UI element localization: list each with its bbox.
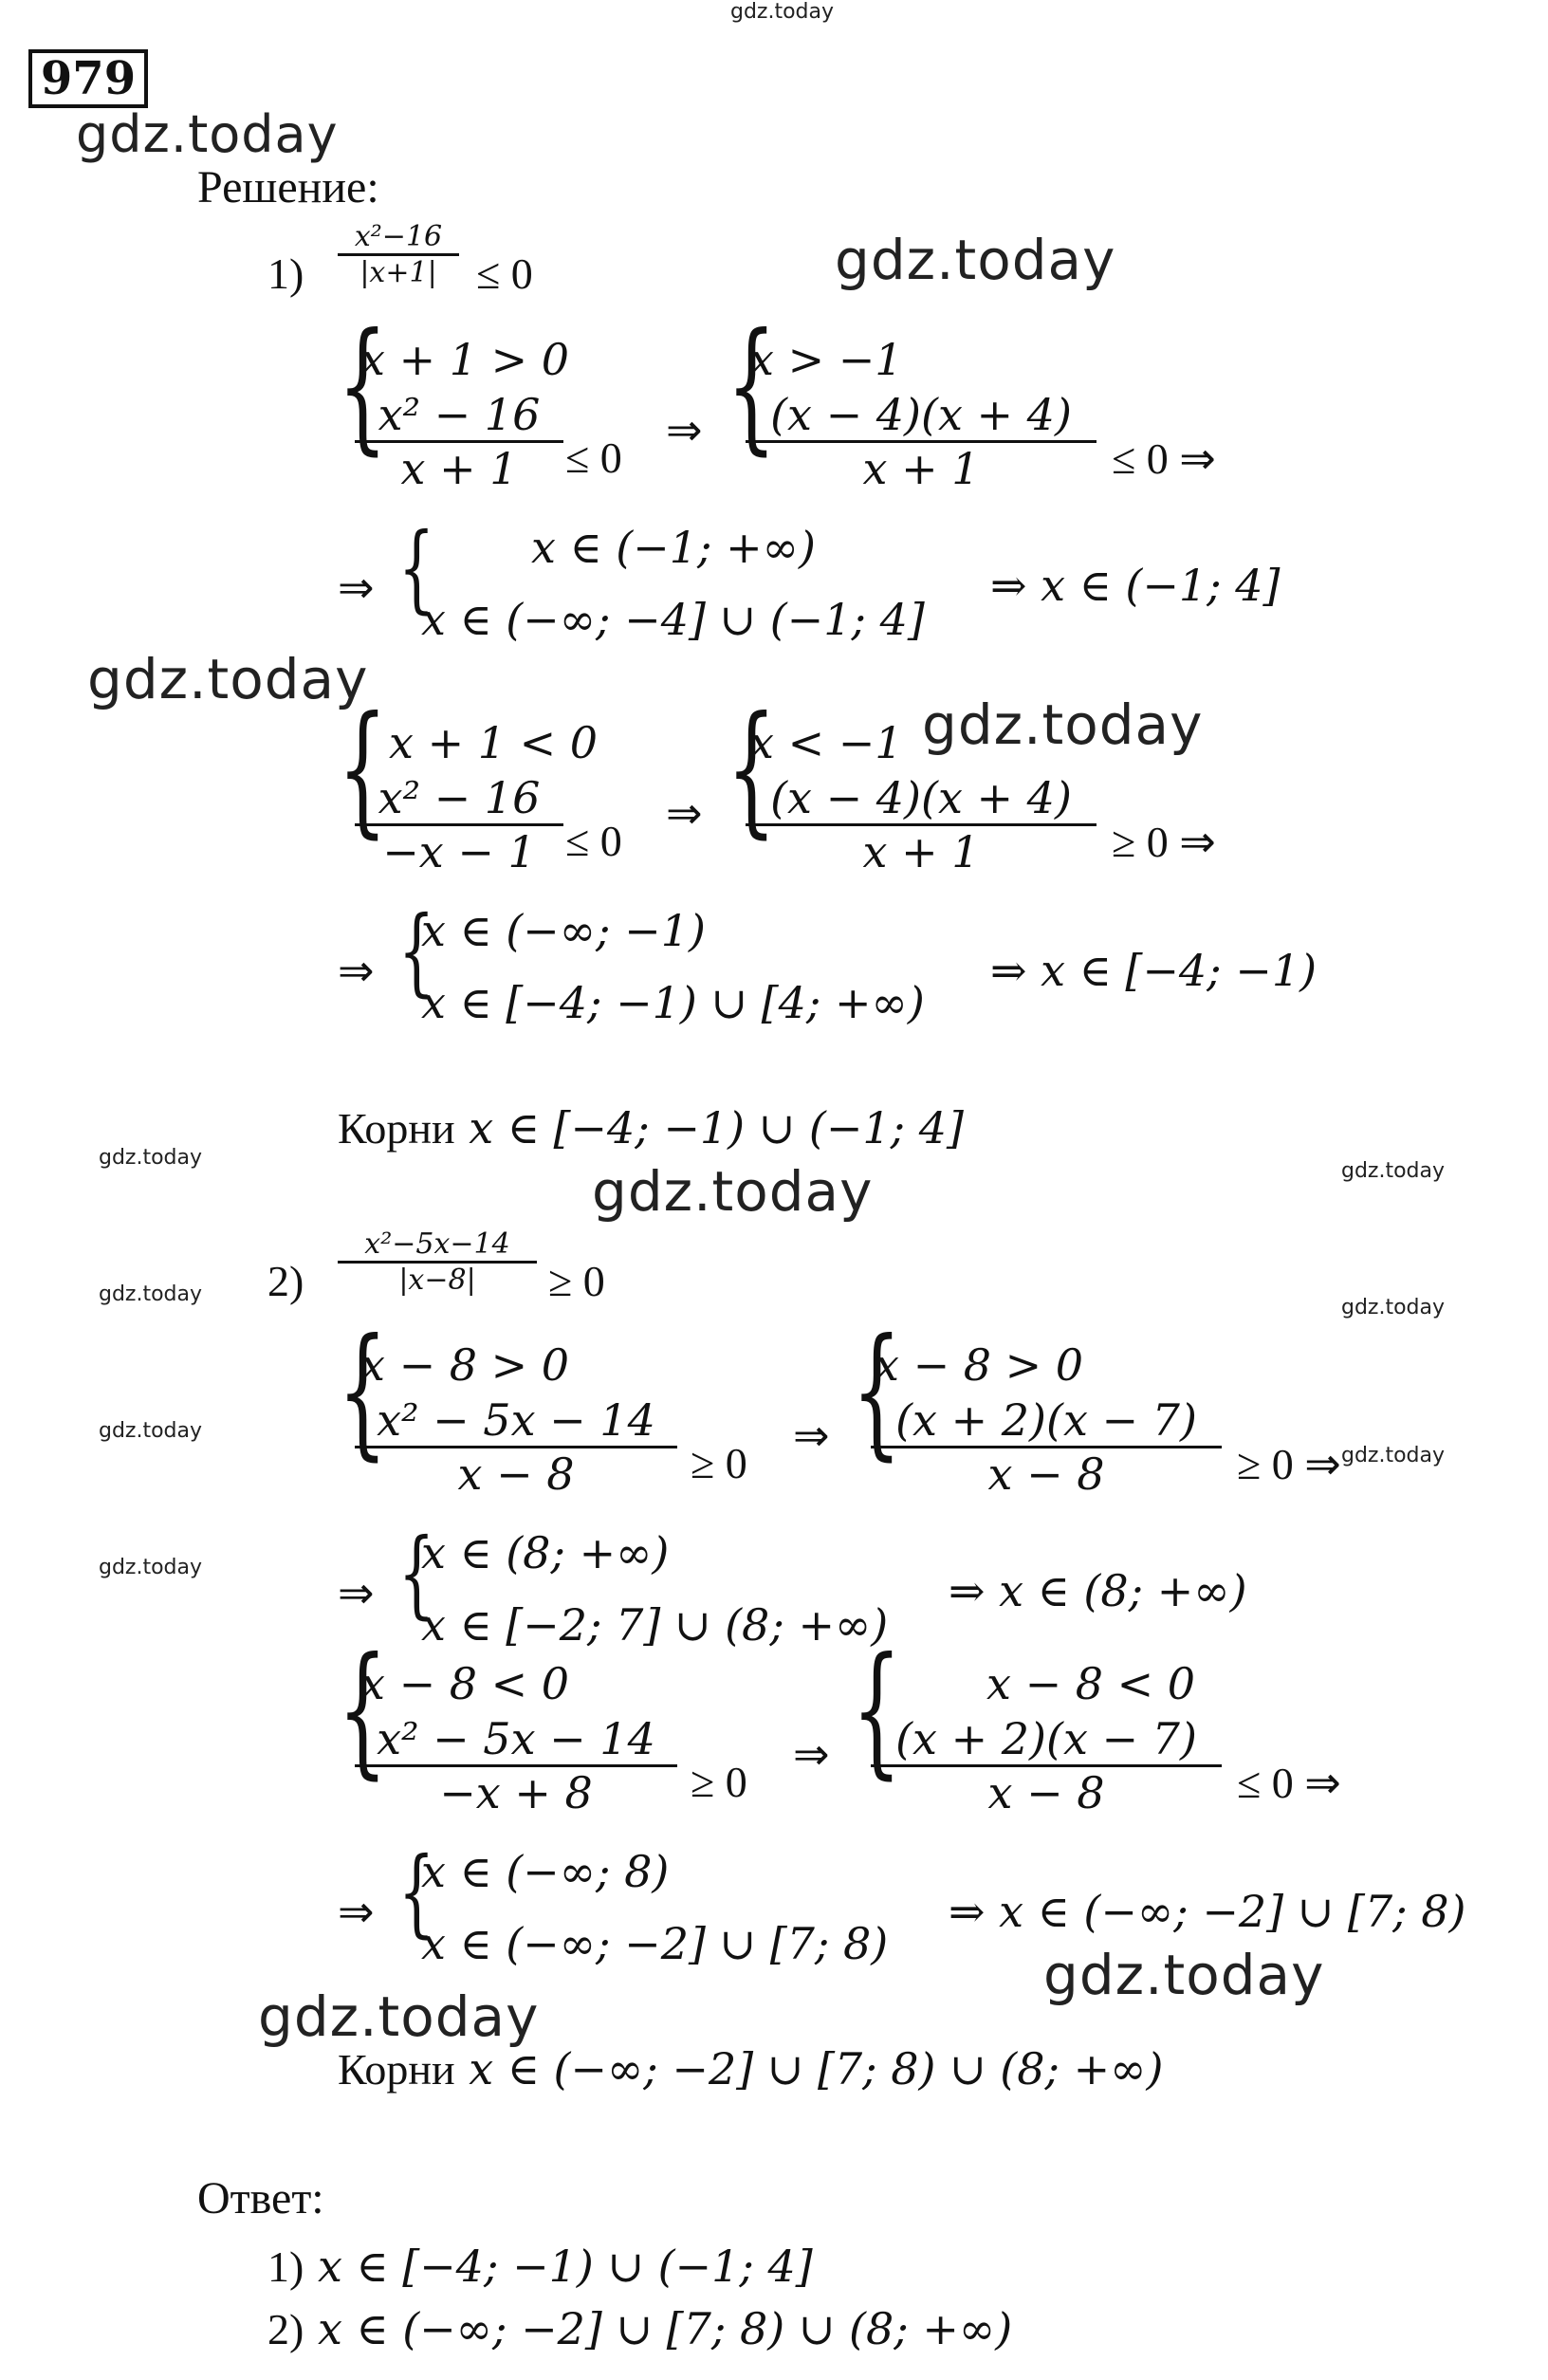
p2a-rfrac-num: (x + 2)(x − 7) xyxy=(895,1394,1197,1446)
part1-frac-den: |x+1| xyxy=(338,253,459,289)
p1b-rrel: ≥ 0 ⇒ xyxy=(1112,818,1216,866)
part1-roots xyxy=(338,1102,964,1153)
p1a-frac-den: x + 1 xyxy=(355,440,563,494)
part1-rel: ≤ 0 xyxy=(476,249,533,298)
brace-right: { xyxy=(727,687,777,852)
answer-num: 2) xyxy=(267,2305,304,2353)
roots-value: x ∈ (−∞; −2] ∪ [7; 8) ∪ (8; +∞) xyxy=(469,2043,1164,2094)
p1a-rfrac-num: (x − 4)(x + 4) xyxy=(770,389,1072,440)
p1a-result: ⇒ x ∈ (−1; 4] xyxy=(990,560,1281,611)
p2a-frac-den: x − 8 xyxy=(355,1446,677,1500)
watermark: gdz.today xyxy=(835,228,1116,292)
p1b-s1: x ∈ (−∞; −1) xyxy=(421,905,706,956)
p1b-frac xyxy=(355,772,563,877)
part2-label: 2) xyxy=(267,1257,304,1305)
p2b-r1: x − 8 < 0 xyxy=(986,1658,1196,1709)
answer-heading: Ответ: xyxy=(197,2173,324,2223)
watermark-small: gdz.today xyxy=(99,1419,203,1443)
p2a-rrel: ≥ 0 ⇒ xyxy=(1237,1440,1341,1488)
p1a-cond1: x + 1 > 0 xyxy=(360,334,570,385)
p2b-cond1: x − 8 < 0 xyxy=(360,1658,570,1709)
p2a-rfrac-den: x − 8 xyxy=(871,1446,1222,1500)
p2b-rfrac-num: (x + 2)(x − 7) xyxy=(895,1713,1197,1764)
p1b-frac-den: −x − 1 xyxy=(355,823,563,877)
implies-arrow: ⇒ xyxy=(793,1411,830,1460)
roots-value: x ∈ [−4; −1) ∪ (−1; 4] xyxy=(469,1102,964,1153)
brace-sol: { xyxy=(398,512,435,623)
brace-left: { xyxy=(338,687,388,852)
problem-number: 979 xyxy=(28,49,148,108)
p1b-s2: x ∈ [−4; −1) ∪ [4; +∞) xyxy=(421,977,925,1028)
p1b-result: ⇒ x ∈ [−4; −1) xyxy=(990,945,1318,996)
p2b-frac-num: x² − 5x − 14 xyxy=(377,1713,655,1764)
p1b-rfrac-num: (x − 4)(x + 4) xyxy=(770,772,1072,823)
p2a-rel: ≥ 0 xyxy=(691,1439,747,1487)
p1b-rfrac xyxy=(746,772,1096,877)
brace-right: { xyxy=(852,1309,902,1474)
p2b-s1: x ∈ (−∞; 8) xyxy=(421,1846,670,1897)
watermark: gdz.today xyxy=(922,692,1204,757)
p1b-rfrac-den: x + 1 xyxy=(746,823,1096,877)
brace-left: { xyxy=(338,1628,388,1793)
implies-arrow: ⇒ xyxy=(666,406,703,454)
p1b-cond1: x + 1 < 0 xyxy=(389,717,599,768)
watermark-small: gdz.today xyxy=(99,1282,203,1306)
p1a-frac-num: x² − 16 xyxy=(378,389,541,440)
p1a-rfrac-den: x + 1 xyxy=(746,440,1096,494)
watermark-small: gdz.today xyxy=(1341,1444,1446,1467)
answer-value: x ∈ (−∞; −2] ∪ [7; 8) ∪ (8; +∞) xyxy=(317,2303,1013,2354)
roots-label: Корни xyxy=(338,1104,455,1153)
implies-arrow: ⇒ xyxy=(338,563,375,612)
watermark: gdz.today xyxy=(76,104,339,164)
part1-label: 1) xyxy=(267,249,304,298)
watermark-small: gdz.today xyxy=(99,1146,203,1170)
part1-frac-num: x²−16 xyxy=(354,220,443,253)
p2b-rrel: ≤ 0 ⇒ xyxy=(1237,1759,1341,1807)
p2b-frac xyxy=(355,1713,677,1818)
p1a-rrel: ≤ 0 ⇒ xyxy=(1112,434,1216,483)
p2a-r1: x − 8 > 0 xyxy=(875,1339,1084,1391)
p1b-r1: x < −1 xyxy=(749,717,903,768)
watermark-top: gdz.today xyxy=(730,0,835,24)
p2a-result: ⇒ x ∈ (8; +∞) xyxy=(949,1565,1247,1616)
p2a-frac xyxy=(355,1394,677,1500)
answer-num: 1) xyxy=(267,2242,304,2291)
part2-frac-den: |x−8| xyxy=(338,1261,537,1297)
watermark-small: gdz.today xyxy=(1341,1159,1446,1183)
watermark-small: gdz.today xyxy=(99,1556,203,1579)
part2-frac-num: x²−5x−14 xyxy=(364,1227,510,1261)
p1b-frac-num: x² − 16 xyxy=(378,772,541,823)
answer-item-1 xyxy=(267,2241,813,2292)
implies-arrow: ⇒ xyxy=(666,789,703,838)
p1b-rel: ≤ 0 xyxy=(565,817,622,865)
watermark: gdz.today xyxy=(87,647,369,711)
p1a-s1: x ∈ (−1; +∞) xyxy=(531,522,816,573)
p1a-s2: x ∈ (−∞; −4] ∪ (−1; 4] xyxy=(421,594,925,645)
answer-item-2 xyxy=(267,2303,1012,2354)
part2-rel: ≥ 0 xyxy=(548,1257,605,1305)
watermark: gdz.today xyxy=(258,1984,540,2049)
implies-arrow: ⇒ xyxy=(338,1888,375,1936)
part2-fraction xyxy=(338,1227,537,1297)
p2b-frac-den: −x + 8 xyxy=(355,1764,677,1818)
brace-sol: { xyxy=(398,1518,435,1629)
p1a-rfrac xyxy=(746,389,1096,494)
implies-arrow: ⇒ xyxy=(793,1730,830,1779)
brace-right: { xyxy=(852,1628,902,1793)
part2-roots xyxy=(338,2043,1163,2094)
part1-fraction xyxy=(338,220,459,289)
brace-sol: { xyxy=(398,895,435,1006)
p2a-rfrac xyxy=(871,1394,1222,1500)
brace-right: { xyxy=(727,304,777,469)
watermark: gdz.today xyxy=(1043,1943,1325,2007)
solution-heading: Решение: xyxy=(197,162,379,212)
brace-left: { xyxy=(338,1309,388,1474)
roots-label: Корни xyxy=(338,2045,455,2094)
p1a-r1: x > −1 xyxy=(749,334,903,385)
p1a-rel: ≤ 0 xyxy=(565,434,622,482)
watermark: gdz.today xyxy=(592,1159,874,1224)
implies-arrow: ⇒ xyxy=(338,1569,375,1617)
brace-sol: { xyxy=(398,1836,435,1947)
p1a-frac xyxy=(355,389,563,494)
brace-left: { xyxy=(338,304,388,469)
watermark-small: gdz.today xyxy=(1341,1296,1446,1319)
p2a-frac-num: x² − 5x − 14 xyxy=(377,1394,655,1446)
p2a-cond1: x − 8 > 0 xyxy=(360,1339,570,1391)
answer-value: x ∈ [−4; −1) ∪ (−1; 4] xyxy=(317,2241,813,2292)
p2b-rel: ≥ 0 xyxy=(691,1758,747,1806)
p2b-result: ⇒ x ∈ (−∞; −2] ∪ [7; 8) xyxy=(949,1886,1466,1937)
p2b-s2: x ∈ (−∞; −2] ∪ [7; 8) xyxy=(421,1918,889,1969)
p2b-rfrac xyxy=(871,1713,1222,1818)
p2a-s2: x ∈ [−2; 7] ∪ (8; +∞) xyxy=(421,1599,889,1651)
p2a-s1: x ∈ (8; +∞) xyxy=(421,1527,670,1578)
p2b-rfrac-den: x − 8 xyxy=(871,1764,1222,1818)
implies-arrow: ⇒ xyxy=(338,947,375,995)
